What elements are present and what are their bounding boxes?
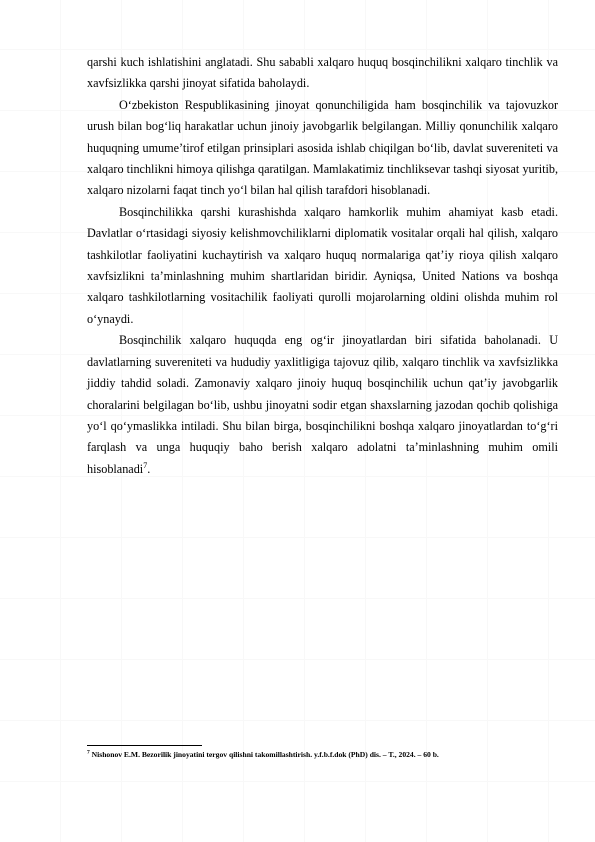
paragraph-aggression-assessment: [87, 330, 558, 480]
document-body: [87, 52, 558, 480]
paragraph-text: Bosqinchilik xalqaro huquqda eng og‘ir jinoyatlardan biri sifatida baholanadi. U davlatlarning suvereniteti va hududiy yaxlitligiga tajovuz qilib, xalqaro tinchlik va xavfsizlikka jiddiy tahdid soladi. Zamonaviy xalqaro jinoiy huquq bosqinchilik uchun qat’iy javobgarlik choralarini belgilagan bo‘lib, ushbu jinoyatni sodir etgan shaxslarning jazodan qochib qolishiga yo‘l qo‘ymaslikka intiladi. Shu bilan birga, bosqinchilikni boshqa xalqaro jinoyatlardan to‘g‘ri farqlash va unga huquqiy baho berish xalqaro adolatni ta’minlashning muhim omili hisoblanadi: [87, 333, 558, 476]
footnote-reference[interactable]: 7: [143, 460, 148, 470]
paragraph-uzbekistan-legislation: O‘zbekiston Respublikasining jinoyat qonunchiligida ham bosqinchilik va tajovuzkor urush bilan bog‘liq harakatlar uchun jinoiy javobgarlik belgilangan. Milliy qonunchilik xalqaro huquqning umume’tirof etilgan prinsiplari asosida ishlab chiqilgan bo‘lib, davlat suvereniteti va xalqaro tinchlikni himoya qilishga qaratilgan. Mamlakatimiz tinchliksevar tashqi siyosat yuritib, xalqaro nizolarni faqat tinch yo‘l bilan hal qilish tarafdori hisoblanadi.: [87, 97, 558, 198]
paragraph-end: .: [147, 461, 151, 476]
footnote: [87, 750, 558, 760]
paragraph-continuation: qarshi kuch ishlatishini anglatadi. Shu sababli xalqaro huquq bosqinchilikni xalqaro tinchlik va xavfsizlikka qarshi jinoyat sifatida baholaydi.: [87, 55, 558, 91]
paragraph-international-cooperation: Bosqinchilikka qarshi kurashishda xalqaro hamkorlik muhim ahamiyat kasb etadi. Davlatlar o‘rtasidagi siyosiy kelishmovchiliklarni diplomatik vositalar orqali hal qilish, xalqaro tashkilotlar faoliyatini kuchaytirish va xalqaro huquq normalariga qat’iy rioya qilish xalqaro xavfsizlikni ta’minlashning muhim shartlaridan biridir. Ayniqsa, United Nations va boshqa xalqaro tashkilotlarning vositachilik faoliyati qurolli mojarolarning oldini olishda muhim rol o‘ynaydi.: [87, 204, 558, 326]
footnote-separator: [87, 745, 202, 746]
footnote-number: 7: [87, 749, 90, 756]
footnote-text: Nishonov E.M. Bezorilik jinoyatini tergov qilishni takomillashtirish. y.f.b.f.dok (PhD) dis. – T., 2024. – 60 b.: [89, 750, 439, 759]
